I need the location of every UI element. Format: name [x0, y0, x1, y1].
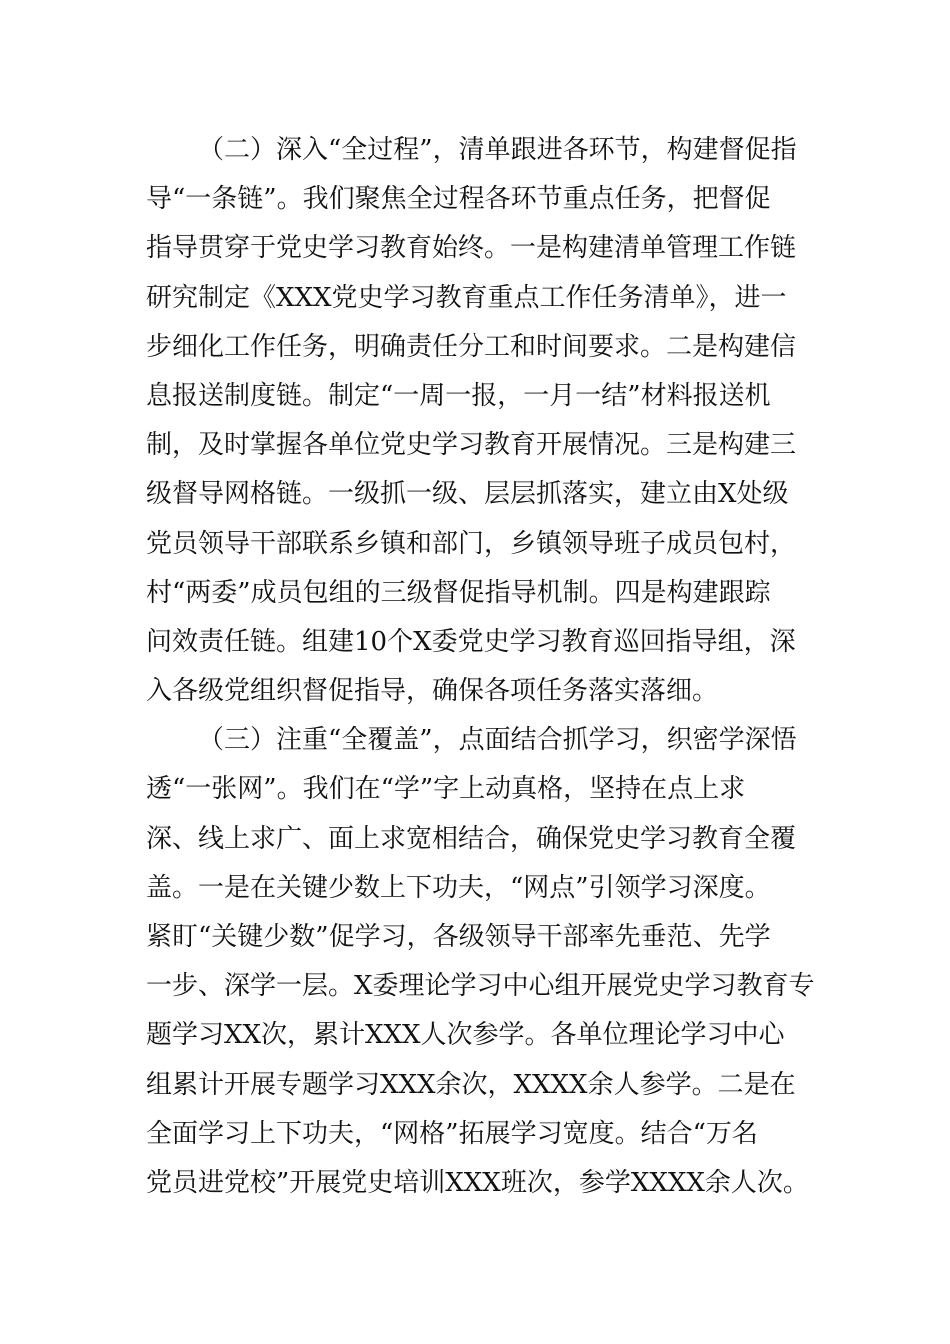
paragraph-3-line-5: 紧盯“关键少数”促学习，各级领导干部率先垂范、先学	[146, 922, 771, 952]
paragraph-2-line-4: 研究制定《XXX党史学习教育重点工作任务清单》，进一	[146, 282, 787, 313]
paragraph-3-line-8: 组累计开展专题学习XXX余次，XXXX余人参学。二是在	[146, 1069, 796, 1100]
document-body	[146, 126, 836, 1208]
paragraph-3-line-7: 题学习XX次，累计XXX人次参学。各单位理论学习中心	[146, 1020, 785, 1051]
paragraph-3-line-2: 透“一张网”。我们在“学”字上动真格，坚持在点上求	[146, 774, 746, 805]
paragraph-2-line-2: 导“一条链”。我们聚焦全过程各环节重点任务，把督促	[146, 184, 771, 215]
paragraph-2-line-7: 制，及时掌握各单位党史学习教育开展情况。三是构建三	[146, 430, 797, 461]
paragraph-2-line-8: 级督导网格链。一级抓一级、层层抓落实，建立由X处级	[146, 479, 789, 510]
paragraph-2-line-5: 步细化工作任务，明确责任分工和时间要求。二是构建信	[146, 331, 797, 362]
paragraph-3-line-3: 深、线上求广、面上求宽相结合，确保党史学习教育全覆	[146, 823, 797, 854]
paragraph-3-line-1: （三）注重“全覆盖”，点面结合抓学习，织密学深悟	[198, 725, 797, 756]
paragraph-2-line-10: 村“两委”成员包组的三级督促指导机制。四是构建跟踪	[146, 577, 771, 608]
paragraph-3-line-4: 盖。一是在关键少数上下功夫，“网点”引领学习深度。	[146, 872, 771, 903]
paragraph-3-line-10: 党员进党校”开展党史培训XXX班次，参学XXXX余人次。	[146, 1167, 809, 1198]
paragraph-2-line-6: 息报送制度链。制定“一周一报，一月一结”材料报送机	[146, 380, 771, 411]
paragraph-2-line-1: （二）深入“全过程”，清单跟进各环节，构建督促指	[198, 135, 797, 165]
paragraph-2-line-12: 入各级党组织督促指导，确保各项任务落实落细。	[146, 676, 719, 707]
paragraph-3-line-6: 一步、深学一层。X委理论学习中心组开展党史学习教育专	[146, 971, 815, 1002]
paragraph-2-line-11: 问效责任链。组建10个X委党史学习教育巡回指导组，深	[146, 626, 796, 657]
paragraph-2-line-3: 指导贯穿于党史学习教育始终。一是构建清单管理工作链	[146, 233, 797, 264]
paragraph-3-line-9: 全面学习上下功夫，“网格”拓展学习宽度。结合“万名	[146, 1118, 758, 1149]
paragraph-2-line-9: 党员领导干部联系乡镇和部门，乡镇领导班子成员包村，	[146, 528, 797, 559]
